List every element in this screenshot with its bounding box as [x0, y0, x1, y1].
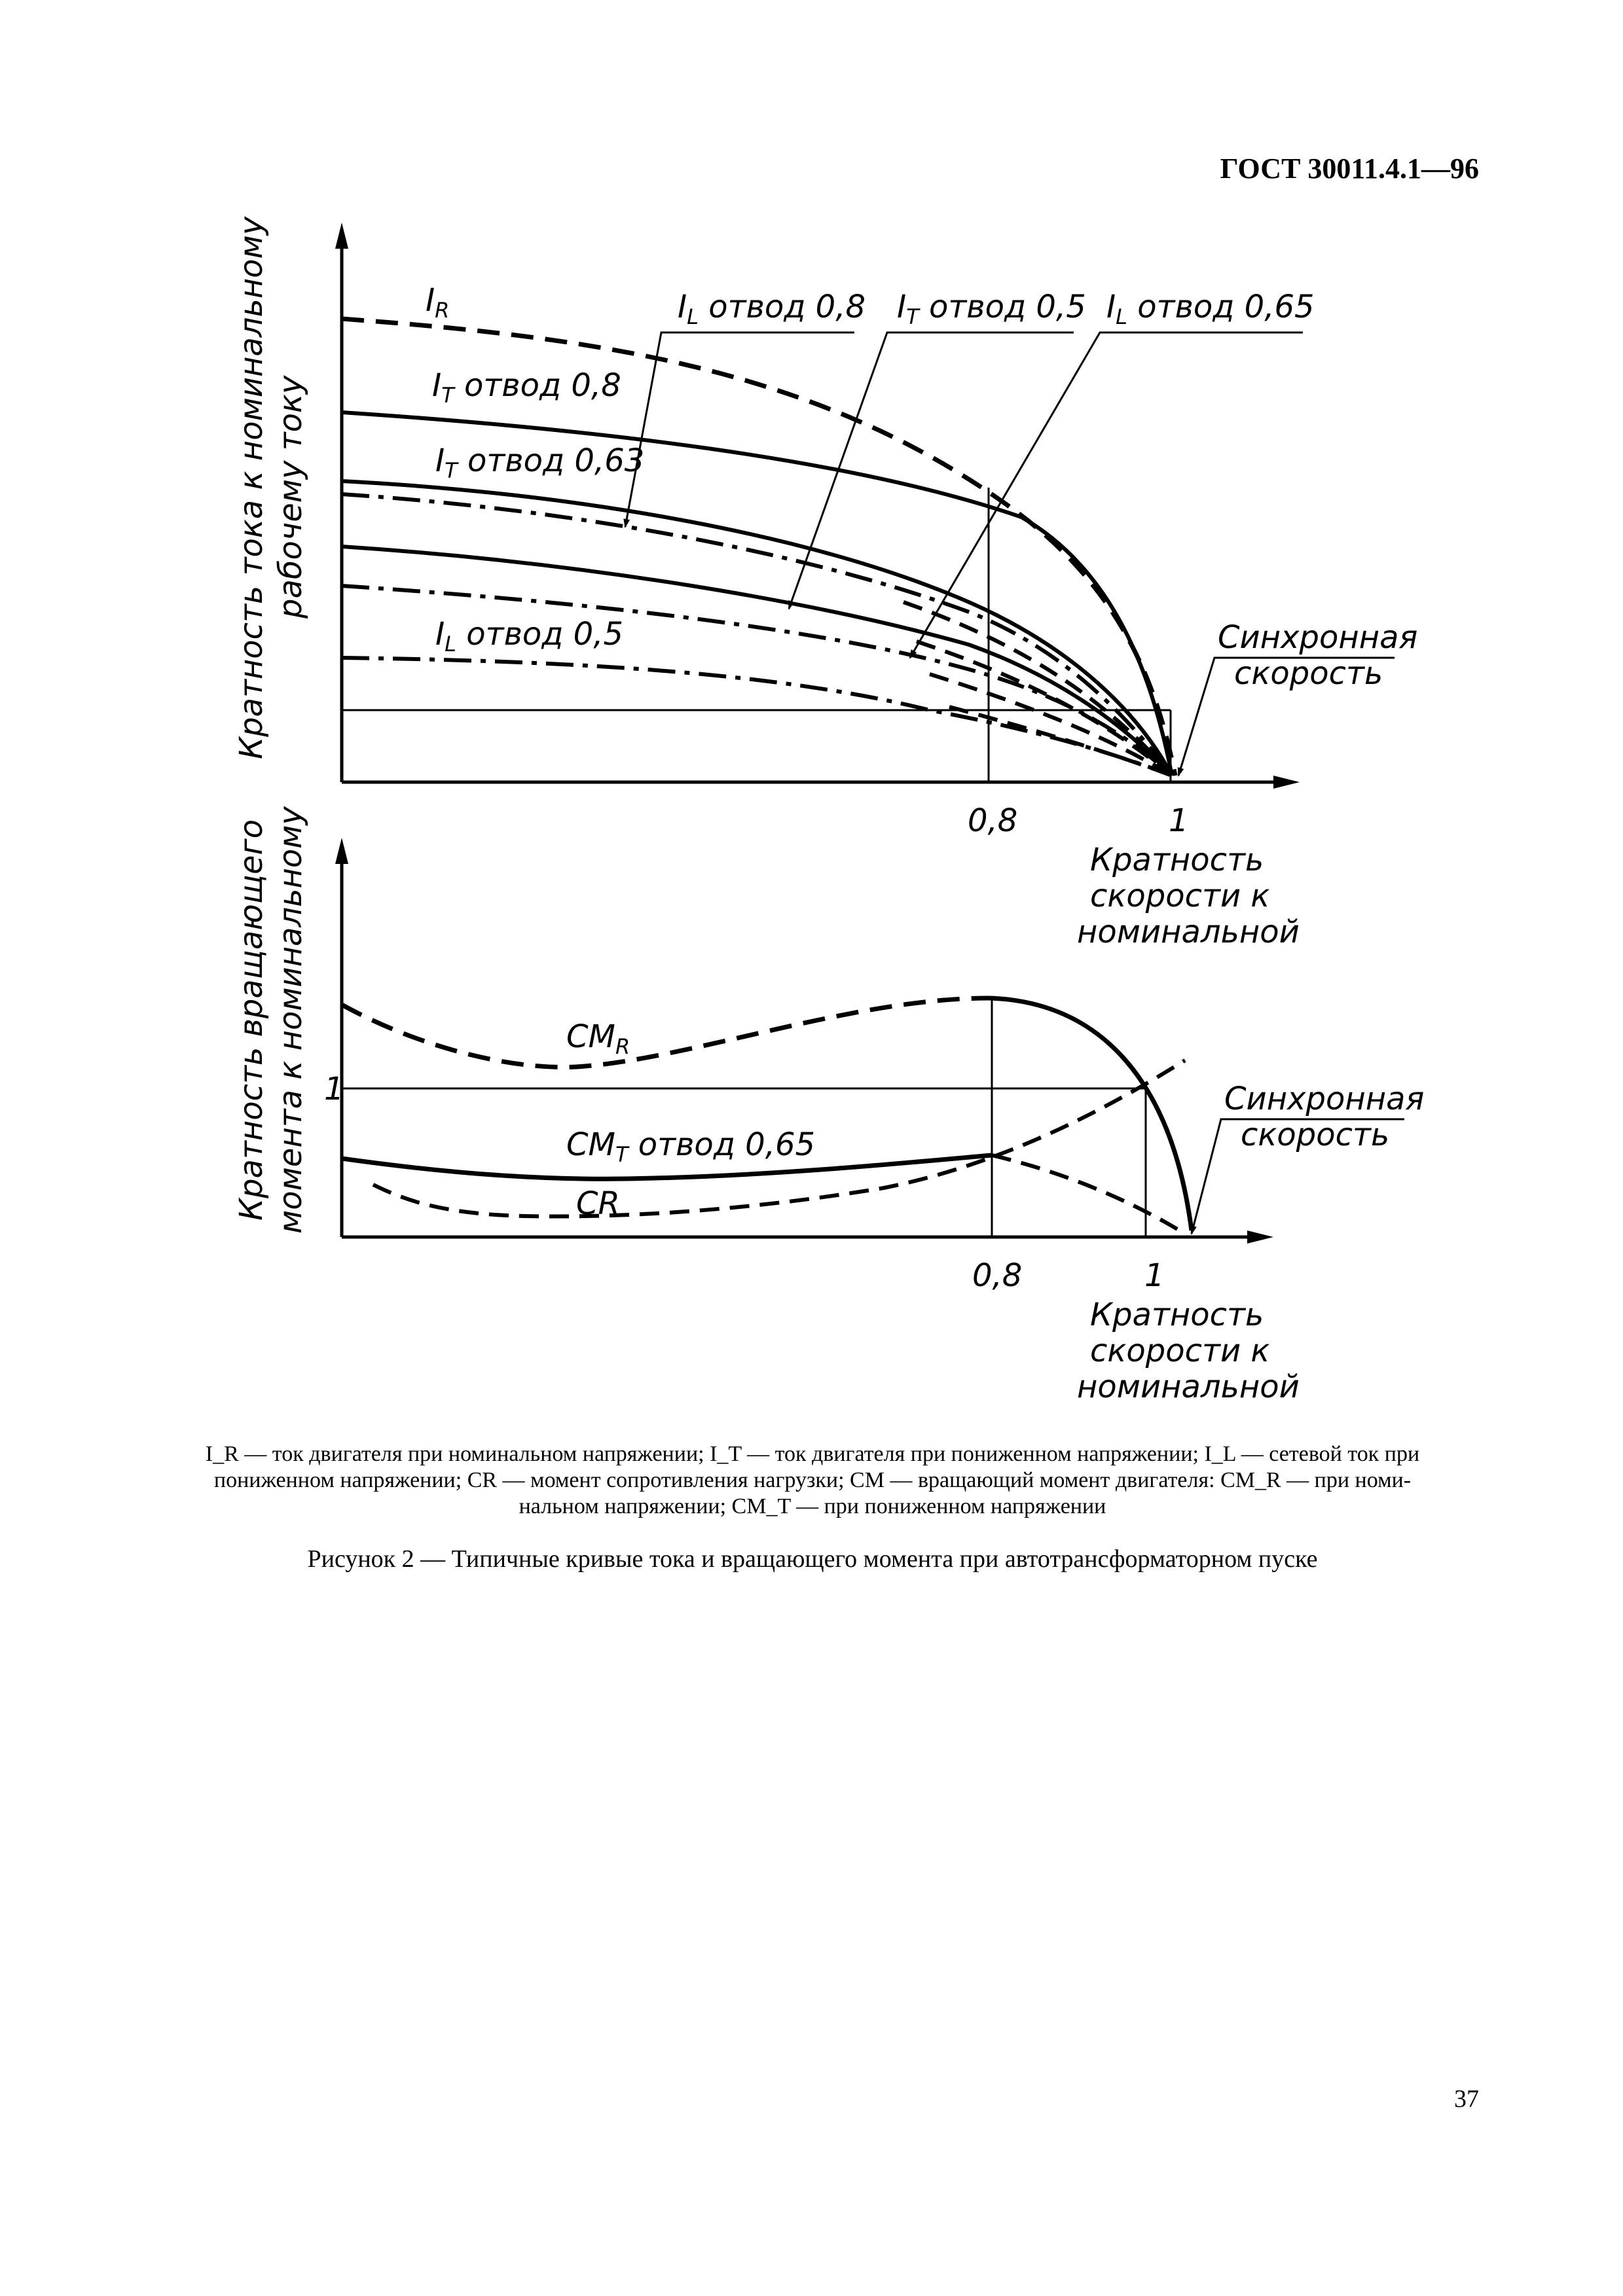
bottom-xlabel-1: Кратность [1090, 1297, 1264, 1333]
legend-note-line-1: I_R — ток двигателя при номинальном напряжении; I_T — ток двигателя при пониженном напряжении; I_L — сетевой ток при [205, 1442, 1420, 1466]
top-ylabel-2: рабочему току [272, 375, 309, 619]
top-sync-label-2: скорость [1234, 655, 1383, 692]
label-IL-065: $I_L$ отвод 0,65 [1106, 289, 1315, 329]
leader-IL-065 [910, 332, 1303, 658]
top-ylabel-1: Кратность тока к номинальному [233, 216, 270, 759]
top-xtick-08: 0,8 [968, 802, 1018, 839]
label-CR: CR [576, 1185, 620, 1222]
bottom-xtick-1: 1 [1144, 1257, 1165, 1294]
leader-IL-08 [625, 332, 854, 527]
legend-note-line-2: пониженном напряжении; CR — момент сопротивления нагрузки; CM — вращающий момент двигателя: CM_R — при номи- [213, 1468, 1412, 1492]
label-IL-08: $I_L$ отвод 0,8 [678, 289, 866, 329]
label-IL-05: $I_L$ отвод 0,5 [435, 616, 624, 656]
bottom-x-axis-arrow [1247, 1230, 1273, 1244]
top-xlabel-3: номинальной [1077, 914, 1300, 950]
top-xlabel-2: скорости к [1090, 878, 1270, 914]
top-y-axis-arrow [335, 223, 348, 249]
bottom-sync-label-2: скорость [1241, 1117, 1390, 1153]
curve-CMR [342, 998, 989, 1067]
top-x-axis-arrow [1273, 776, 1300, 789]
label-IT-05: $I_T$ отвод 0,5 [897, 289, 1086, 329]
bottom-sync-label-1: Синхронная [1224, 1081, 1425, 1117]
bottom-y-axis-arrow [335, 838, 348, 864]
page-number: 37 [1454, 2085, 1479, 2113]
label-IT-08: $I_T$ отвод 0,8 [432, 367, 621, 408]
legend-note-line-3: нальном напряжении; CM_T — при пониженном напряжении [519, 1494, 1106, 1518]
figure-legend-note [152, 1441, 1473, 1520]
bottom-ytick-1: 1 [324, 1071, 344, 1107]
bottom-ylabel-1: Кратность вращающего [233, 819, 270, 1221]
figure-title: Рисунок 2 — Типичные кривые тока и вращающего момента при автотрансформаторном пуске [307, 1545, 1318, 1573]
bottom-xtick-08: 0,8 [972, 1257, 1023, 1294]
document-standard-number: ГОСТ 30011.4.1—96 [1220, 152, 1479, 185]
bottom-xlabel-3: номинальной [1077, 1369, 1300, 1405]
label-CMR: $CM_R$ [566, 1018, 630, 1059]
label-IT-063: $I_T$ отвод 0,63 [435, 442, 645, 483]
top-xtick-1: 1 [1169, 802, 1189, 839]
label-IR: $I_R$ [426, 282, 450, 323]
bottom-xlabel-2: скорости к [1090, 1333, 1270, 1369]
top-xlabel-1: Кратность [1090, 842, 1264, 878]
top-sync-label-1: Синхронная [1218, 619, 1418, 656]
label-CMT: $CM_T$ отвод 0,65 [566, 1126, 816, 1167]
bottom-ylabel-2: момента к номинальному [272, 806, 309, 1234]
curve-CMT-tail [992, 1155, 1185, 1234]
